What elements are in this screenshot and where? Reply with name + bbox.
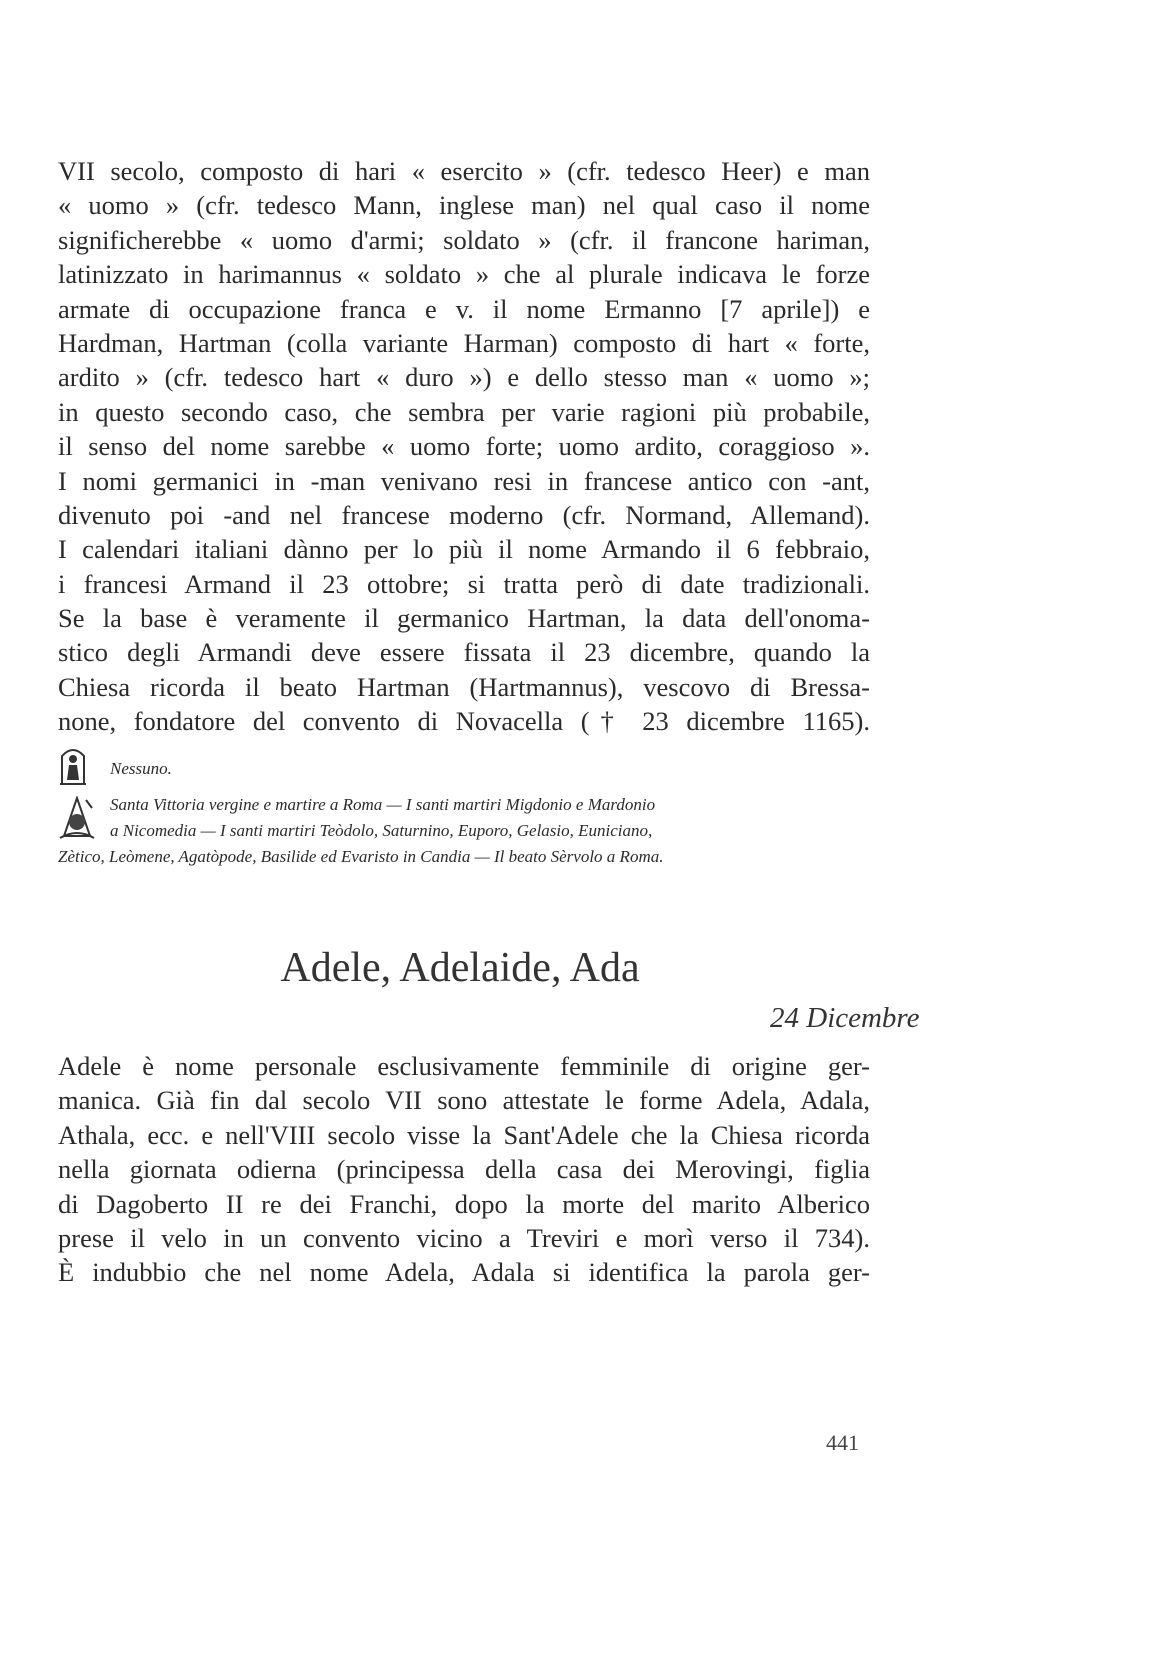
saints-text-line: a Nicomedia — I santi martiri Teòdolo, Saturnino, Euporo, Gelasio, Euniciano, [110,821,653,840]
text-line: « uomo » (cfr. tedesco Mann, inglese man) nel qual caso il nome [58,190,870,221]
text-line: in questo secondo caso, che sembra per varie ragioni più probabile, [58,396,870,427]
text-line: Hardman, Hartman (colla variante Harman) composto di hart « forte, [58,327,870,358]
saints-text-line: Zètico, Leòmene, Agatòpode, Basilide ed Evaristo in Candia — Il beato Sèrvolo a Roma. [58,847,664,866]
text-line: di Dagoberto II re dei Franchi, dopo la morte del marito Alberico [58,1188,870,1219]
text-line: stico degli Armandi deve essere fissata il 23 dicembre, quando la [58,637,870,668]
text-line: i francesi Armand il 23 ottobre; si tratta però di date tradizionali. [58,568,870,599]
entry-continuation-paragraph [58,154,870,739]
text-line: latinizzato in harimannus « soldato » che al plurale indicava le forze [58,259,870,290]
text-line: Athala, ecc. e nell'VIII secolo visse la Sant'Adele che la Chiesa ricorda [58,1119,870,1150]
martyrs-icon [58,796,96,847]
text-line: I nomi germanici in -man venivano resi in francese antico con -ant, [58,465,870,496]
liturgical-notes [58,752,870,870]
text-line: I calendari italiani dànno per lo più il nome Armando il 6 febbraio, [58,534,870,565]
text-line: divenuto poi -and nel francese moderno (cfr. Normand, Allemand). [58,499,870,530]
patron-text: Nessuno. [110,759,172,778]
text-line: none, fondatore del convento di Novacella († 23 dicembre 1165). [58,706,870,737]
text-line: ardito » (cfr. tedesco hart « duro ») e dello stesso man « uomo »; [58,362,870,393]
text-line: significherebbe « uomo d'armi; soldato » (cfr. il francone hariman, [58,224,870,255]
text-line: È indubbio che nel nome Adela, Adala si identifica la parola ger- [58,1257,870,1288]
text-line: nella giornata odierna (principessa della casa dei Merovingi, figlia [58,1154,870,1185]
entry-paragraph [58,1049,870,1290]
patron-note [58,752,870,792]
text-line: il senso del nome sarebbe « uomo forte; uomo ardito, coraggioso ». [58,431,870,462]
patron-saint-icon [58,746,88,791]
saints-note [58,792,870,870]
text-line: Se la base è veramente il germanico Hartman, la data dell'onoma- [58,603,870,634]
text-line: armate di occupazione franca e v. il nome Ermanno [7 aprile]) e [58,293,870,324]
text-line: Chiesa ricorda il beato Hartman (Hartmannus), vescovo di Bressa- [58,671,870,702]
text-line: prese il velo in un convento vicino a Treviri e morì verso il 734). [58,1222,870,1253]
entry-title: Adele, Adelaide, Ada [280,945,640,991]
text-line: VII secolo, composto di hari « esercito » (cfr. tedesco Heer) e man [58,156,870,186]
saints-text-line: Santa Vittoria vergine e martire a Roma — I santi martiri Migdonio e Mardonio [110,795,656,814]
text-line: manica. Già fin dal secolo VII sono attestate le forme Adela, Adala, [58,1085,870,1116]
feast-date: 24 Dicembre [770,1002,920,1034]
page-number: 441 [826,1430,859,1455]
text-line: Adele è nome personale esclusivamente femminile di origine ger- [58,1051,870,1081]
